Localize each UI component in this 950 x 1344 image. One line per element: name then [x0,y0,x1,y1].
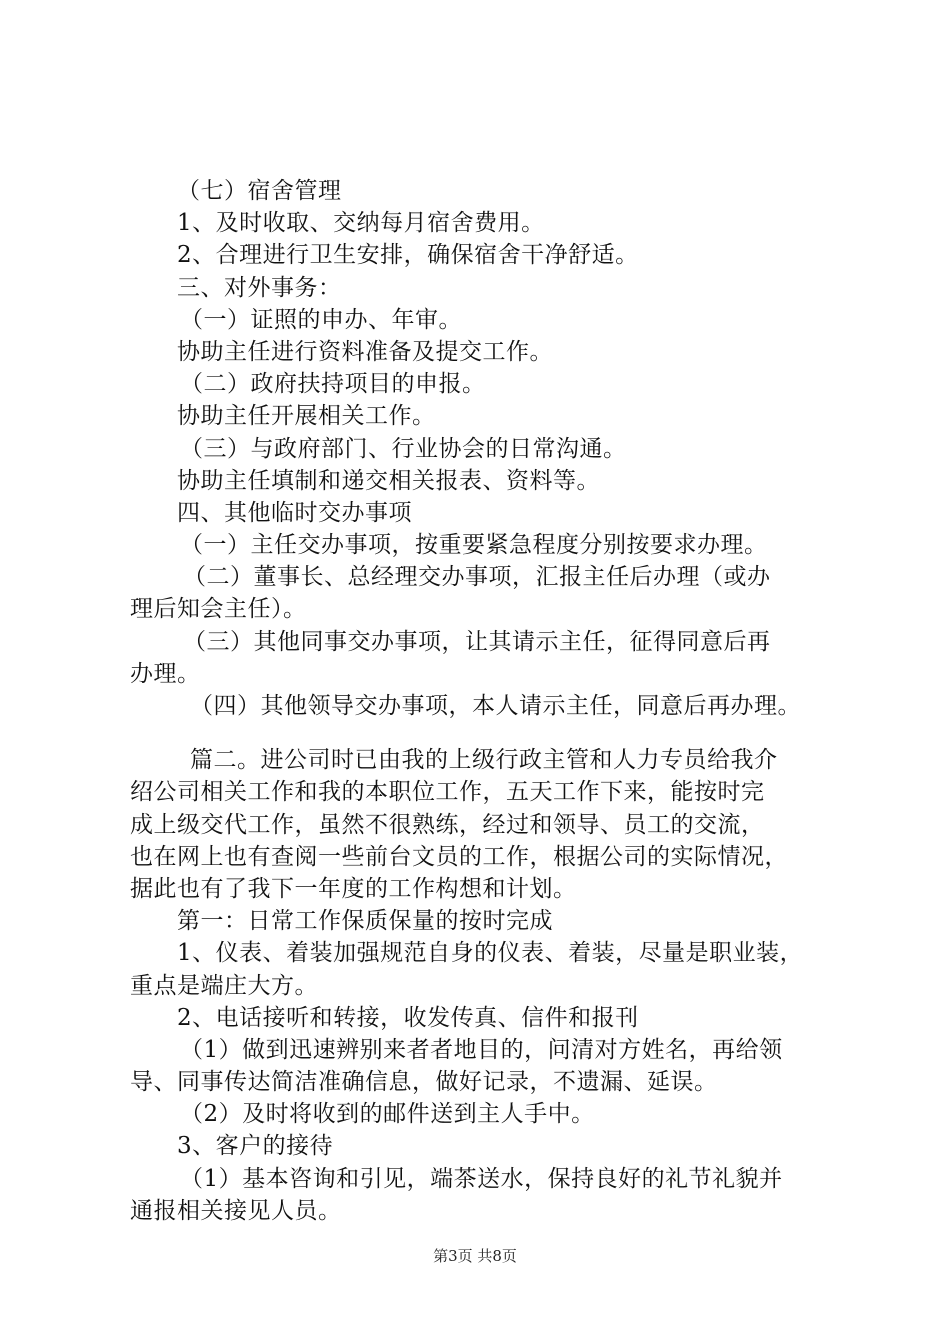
text-line: （1）基本咨询和引见，端茶送水，保持良好的礼节礼貌并 [180,1165,783,1192]
text-line: 也在网上也有查阅一些前台文员的工作，根据公司的实际情况， [130,843,788,870]
text-line: 导、同事传达简洁准确信息，做好记录，不遗漏、延误。 [130,1069,718,1096]
text-line: （一）主任交办事项，按重要紧急程度分别按要求办理。 [180,532,768,559]
text-line: 1、及时收取、交纳每月宿舍费用。 [177,210,545,237]
text-line: 据此也有了我下一年度的工作构想和计划。 [130,875,577,902]
text-line: 四、其他临时交办事项 [177,499,412,526]
text-line: 办理。 [130,660,201,687]
text-line: 理后知会主任）。 [130,596,307,623]
text-line: （四）其他领导交办事项，本人请示主任，同意后再办理。 [190,693,801,719]
text-line: 协助主任开展相关工作。 [177,403,436,430]
text-line: 通报相关接见人员。 [130,1197,342,1224]
text-line: （三）与政府部门、行业协会的日常沟通。 [180,435,627,462]
text-line: （二）董事长、总经理交办事项，汇报主任后办理（或办 [183,564,771,591]
text-line: 成上级交代工作，虽然不很熟练，经过和领导、员工的交流， [130,811,765,838]
page-footer: 第3页 共8页 [433,1247,517,1265]
text-line: （七）宿舍管理 [177,178,342,204]
text-line: 三、对外事务： [177,274,342,301]
text-line: 2、合理进行卫生安排，确保宿舍干净舒适。 [177,242,639,269]
paragraph-gap [130,722,840,744]
text-line: 第一：日常工作保质保量的按时完成 [177,908,553,935]
text-line: （二）政府扶持项目的申报。 [180,371,486,398]
text-line: 篇二。进公司时已由我的上级行政主管和人力专员给我介 [190,747,778,774]
document-body [130,175,840,1227]
text-line: 绍公司相关工作和我的本职位工作，五天工作下来，能按时完 [130,779,765,806]
text-line: （一）证照的申办、年审。 [180,306,462,333]
text-line: 重点是端庄大方。 [130,972,318,999]
text-line: 1、仪表、着装加强规范自身的仪表、着装，尽量是职业装， [177,940,804,967]
text-line: （三）其他同事交办事项，让其请示主任，征得同意后再 [183,628,771,655]
text-line: 3、客户的接待 [177,1133,334,1160]
text-line: 协助主任填制和递交相关报表、资料等。 [177,467,600,494]
text-line: （2）及时将收到的邮件送到主人手中。 [180,1101,595,1128]
text-line: 协助主任进行资料准备及提交工作。 [177,338,553,365]
text-line: 2、电话接听和转接，收发传真、信件和报刊 [177,1004,639,1031]
text-line: （1）做到迅速辨别来者者地目的，问清对方姓名，再给领 [180,1036,783,1063]
